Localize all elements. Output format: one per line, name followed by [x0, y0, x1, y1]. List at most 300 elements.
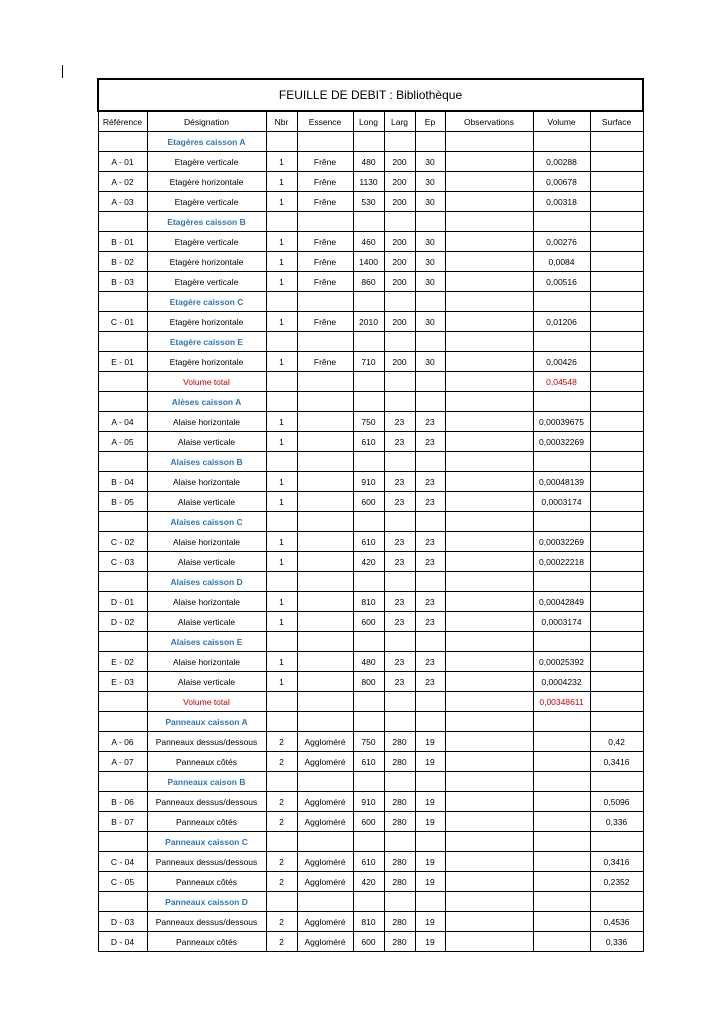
empty-cell — [445, 892, 533, 912]
cell-reference: E - 02 — [98, 652, 147, 672]
section-row — [98, 212, 643, 232]
cell-nbr: 1 — [266, 652, 297, 672]
empty-cell — [353, 372, 384, 392]
empty-cell — [590, 332, 643, 352]
empty-cell — [445, 292, 533, 312]
cell-essence: Frêne — [297, 192, 353, 212]
cell-surface — [590, 172, 643, 192]
empty-cell — [297, 372, 353, 392]
cell-reference: B - 04 — [98, 472, 147, 492]
cell-volume: 0,0084 — [533, 252, 590, 272]
cell-long: 600 — [353, 492, 384, 512]
cell-observations — [445, 592, 533, 612]
cell-larg: 280 — [384, 912, 415, 932]
cell-designation: Etagère verticale — [147, 152, 266, 172]
cell-surface — [590, 432, 643, 452]
total-label: Volume total — [147, 372, 266, 392]
cell-essence — [297, 432, 353, 452]
cell-volume: 0,0004232 — [533, 672, 590, 692]
cell-ep: 23 — [415, 532, 445, 552]
cell-designation: Alaise verticale — [147, 552, 266, 572]
empty-cell — [384, 772, 415, 792]
cell-ep: 30 — [415, 172, 445, 192]
cell-ep: 19 — [415, 932, 445, 952]
cell-long: 610 — [353, 852, 384, 872]
cell-observations — [445, 492, 533, 512]
cell-surface: 0,2352 — [590, 872, 643, 892]
cell-long: 480 — [353, 152, 384, 172]
empty-cell — [533, 512, 590, 532]
empty-cell — [98, 452, 147, 472]
empty-cell — [415, 772, 445, 792]
empty-cell — [266, 632, 297, 652]
cell-designation: Alaise horizontale — [147, 652, 266, 672]
cell-surface — [590, 592, 643, 612]
cell-observations — [445, 172, 533, 192]
empty-cell — [353, 512, 384, 532]
cell-nbr: 1 — [266, 672, 297, 692]
empty-cell — [415, 452, 445, 472]
cell-volume — [533, 732, 590, 752]
empty-cell — [384, 212, 415, 232]
cell-essence: Frêne — [297, 312, 353, 332]
empty-cell — [353, 772, 384, 792]
cell-long: 710 — [353, 352, 384, 372]
cell-ep: 19 — [415, 732, 445, 752]
cell-nbr: 2 — [266, 792, 297, 812]
table-row — [98, 412, 643, 432]
cell-designation: Alaise verticale — [147, 672, 266, 692]
cell-ep: 23 — [415, 492, 445, 512]
cell-observations — [445, 612, 533, 632]
empty-cell — [590, 892, 643, 912]
empty-cell — [98, 132, 147, 152]
empty-cell — [533, 292, 590, 312]
empty-cell — [533, 332, 590, 352]
cell-surface: 0,336 — [590, 932, 643, 952]
section-row — [98, 892, 643, 912]
empty-cell — [533, 572, 590, 592]
header-ep: Ep — [415, 111, 445, 132]
cell-larg: 280 — [384, 752, 415, 772]
cell-nbr: 1 — [266, 472, 297, 492]
empty-cell — [98, 572, 147, 592]
section-row — [98, 632, 643, 652]
empty-cell — [384, 372, 415, 392]
cell-ep: 23 — [415, 472, 445, 492]
empty-cell — [415, 712, 445, 732]
cell-essence — [297, 532, 353, 552]
cell-observations — [445, 432, 533, 452]
header-reference: Référence — [98, 111, 147, 132]
section-row — [98, 392, 643, 412]
cell-nbr: 1 — [266, 432, 297, 452]
cell-nbr: 1 — [266, 252, 297, 272]
cell-long: 2010 — [353, 312, 384, 332]
cell-nbr: 1 — [266, 492, 297, 512]
section-label: Etagère caisson E — [147, 332, 266, 352]
section-label: Panneaux caisson A — [147, 712, 266, 732]
empty-cell — [353, 892, 384, 912]
empty-cell — [297, 772, 353, 792]
cell-nbr: 2 — [266, 932, 297, 952]
table-row — [98, 532, 643, 552]
section-label: Panneaux caisson C — [147, 832, 266, 852]
empty-cell — [98, 372, 147, 392]
cell-reference: D - 02 — [98, 612, 147, 632]
cell-long: 910 — [353, 472, 384, 492]
cell-larg: 200 — [384, 172, 415, 192]
empty-cell — [445, 712, 533, 732]
empty-cell — [384, 452, 415, 472]
section-row — [98, 772, 643, 792]
cell-essence — [297, 472, 353, 492]
cell-observations — [445, 312, 533, 332]
header-observations: Observations — [445, 111, 533, 132]
cell-nbr: 2 — [266, 912, 297, 932]
cell-volume: 0,00678 — [533, 172, 590, 192]
cell-volume: 0,00025392 — [533, 652, 590, 672]
cell-ep: 23 — [415, 432, 445, 452]
cell-observations — [445, 872, 533, 892]
cell-designation: Alaise verticale — [147, 432, 266, 452]
cell-observations — [445, 812, 533, 832]
cell-ep: 30 — [415, 152, 445, 172]
empty-cell — [590, 632, 643, 652]
cell-ep: 30 — [415, 232, 445, 252]
cell-larg: 200 — [384, 232, 415, 252]
empty-cell — [384, 572, 415, 592]
empty-cell — [415, 392, 445, 412]
section-label: Alaises caisson C — [147, 512, 266, 532]
empty-cell — [266, 712, 297, 732]
cell-larg: 280 — [384, 932, 415, 952]
cell-designation: Alaise verticale — [147, 492, 266, 512]
cell-long: 460 — [353, 232, 384, 252]
empty-cell — [297, 332, 353, 352]
empty-cell — [98, 632, 147, 652]
empty-cell — [533, 632, 590, 652]
cell-larg: 23 — [384, 472, 415, 492]
cell-observations — [445, 652, 533, 672]
cell-larg: 200 — [384, 352, 415, 372]
cell-surface: 0,3416 — [590, 752, 643, 772]
total-row — [98, 692, 643, 712]
cell-ep: 30 — [415, 352, 445, 372]
cell-reference: D - 01 — [98, 592, 147, 612]
cell-designation: Panneaux dessus/dessous — [147, 732, 266, 752]
empty-cell — [297, 392, 353, 412]
cell-designation: Panneaux dessus/dessous — [147, 792, 266, 812]
section-label: Panneaux caison B — [147, 772, 266, 792]
cell-surface: 0,336 — [590, 812, 643, 832]
empty-cell — [297, 212, 353, 232]
empty-cell — [266, 392, 297, 412]
cell-nbr: 1 — [266, 352, 297, 372]
cell-essence — [297, 612, 353, 632]
cell-long: 860 — [353, 272, 384, 292]
empty-cell — [266, 832, 297, 852]
empty-cell — [415, 632, 445, 652]
cell-larg: 200 — [384, 192, 415, 212]
table-row — [98, 672, 643, 692]
cell-larg: 200 — [384, 252, 415, 272]
cell-reference: A - 03 — [98, 192, 147, 212]
cell-nbr: 1 — [266, 592, 297, 612]
total-row — [98, 372, 643, 392]
cell-volume: 0,00276 — [533, 232, 590, 252]
header-nbr: Nbr — [266, 111, 297, 132]
empty-cell — [98, 832, 147, 852]
empty-cell — [590, 392, 643, 412]
empty-cell — [384, 892, 415, 912]
cell-larg: 23 — [384, 492, 415, 512]
cell-essence — [297, 492, 353, 512]
empty-cell — [266, 892, 297, 912]
empty-cell — [533, 452, 590, 472]
section-label: Etagère caisson C — [147, 292, 266, 312]
cell-long: 1400 — [353, 252, 384, 272]
cell-reference: A - 06 — [98, 732, 147, 752]
empty-cell — [445, 452, 533, 472]
cell-larg: 200 — [384, 272, 415, 292]
empty-cell — [445, 372, 533, 392]
empty-cell — [590, 572, 643, 592]
cell-larg: 200 — [384, 152, 415, 172]
section-row — [98, 332, 643, 352]
cell-ep: 19 — [415, 852, 445, 872]
cell-essence: Frêne — [297, 252, 353, 272]
cell-volume: 0,00042849 — [533, 592, 590, 612]
empty-cell — [384, 132, 415, 152]
cell-essence: Frêne — [297, 272, 353, 292]
empty-cell — [533, 212, 590, 232]
empty-cell — [590, 712, 643, 732]
empty-cell — [384, 292, 415, 312]
empty-cell — [445, 632, 533, 652]
cell-volume: 0,00032269 — [533, 532, 590, 552]
cell-volume: 0,00318 — [533, 192, 590, 212]
cell-nbr: 1 — [266, 272, 297, 292]
cell-ep: 19 — [415, 912, 445, 932]
empty-cell — [353, 692, 384, 712]
empty-cell — [445, 332, 533, 352]
empty-cell — [98, 512, 147, 532]
cell-essence: Aggloméré — [297, 732, 353, 752]
header-long: Long — [353, 111, 384, 132]
cell-designation: Panneaux côtés — [147, 932, 266, 952]
cell-reference: A - 07 — [98, 752, 147, 772]
cell-nbr: 1 — [266, 312, 297, 332]
empty-cell — [353, 332, 384, 352]
cell-volume: 0,00032269 — [533, 432, 590, 452]
cell-long: 610 — [353, 432, 384, 452]
empty-cell — [445, 392, 533, 412]
table-row — [98, 432, 643, 452]
empty-cell — [384, 692, 415, 712]
cell-essence — [297, 592, 353, 612]
cell-surface — [590, 472, 643, 492]
cell-surface — [590, 312, 643, 332]
total-volume: 0,00348611 — [533, 692, 590, 712]
cell-observations — [445, 152, 533, 172]
cell-larg: 280 — [384, 812, 415, 832]
cell-observations — [445, 412, 533, 432]
cell-volume: 0,01206 — [533, 312, 590, 332]
cell-observations — [445, 472, 533, 492]
cell-essence: Frêne — [297, 152, 353, 172]
cell-nbr: 2 — [266, 852, 297, 872]
cell-surface — [590, 412, 643, 432]
empty-cell — [98, 332, 147, 352]
cell-nbr: 1 — [266, 232, 297, 252]
cell-nbr: 1 — [266, 152, 297, 172]
cell-ep: 23 — [415, 592, 445, 612]
cell-observations — [445, 352, 533, 372]
cell-nbr: 1 — [266, 612, 297, 632]
cell-essence — [297, 652, 353, 672]
cell-larg: 280 — [384, 732, 415, 752]
cell-larg: 23 — [384, 612, 415, 632]
cell-ep: 23 — [415, 412, 445, 432]
empty-cell — [297, 632, 353, 652]
section-label: Alaises caisson B — [147, 452, 266, 472]
cell-reference: A - 05 — [98, 432, 147, 452]
cell-larg: 23 — [384, 412, 415, 432]
cell-long: 600 — [353, 932, 384, 952]
section-label: Etagères caisson A — [147, 132, 266, 152]
empty-cell — [384, 632, 415, 652]
cell-volume — [533, 812, 590, 832]
empty-cell — [415, 372, 445, 392]
table-row — [98, 592, 643, 612]
empty-cell — [590, 372, 643, 392]
table-row — [98, 552, 643, 572]
empty-cell — [297, 292, 353, 312]
cell-designation: Etagère verticale — [147, 192, 266, 212]
section-row — [98, 832, 643, 852]
cell-essence: Aggloméré — [297, 872, 353, 892]
table-row — [98, 312, 643, 332]
empty-cell — [533, 712, 590, 732]
cell-long: 1130 — [353, 172, 384, 192]
cell-surface: 0,42 — [590, 732, 643, 752]
cell-observations — [445, 272, 533, 292]
cell-observations — [445, 532, 533, 552]
section-label: Etagères caisson B — [147, 212, 266, 232]
cell-surface — [590, 552, 643, 572]
cell-volume — [533, 912, 590, 932]
cell-surface: 0,4536 — [590, 912, 643, 932]
header-surface: Surface — [590, 111, 643, 132]
cell-larg: 280 — [384, 852, 415, 872]
empty-cell — [590, 212, 643, 232]
cell-observations — [445, 912, 533, 932]
empty-cell — [266, 572, 297, 592]
header-larg: Larg — [384, 111, 415, 132]
section-row — [98, 292, 643, 312]
empty-cell — [415, 212, 445, 232]
cell-surface — [590, 612, 643, 632]
cell-essence — [297, 672, 353, 692]
table-row — [98, 272, 643, 292]
empty-cell — [266, 332, 297, 352]
cell-designation: Etagère verticale — [147, 232, 266, 252]
table-row — [98, 652, 643, 672]
cell-designation: Etagère verticale — [147, 272, 266, 292]
empty-cell — [415, 332, 445, 352]
empty-cell — [445, 692, 533, 712]
cell-surface — [590, 232, 643, 252]
table-row — [98, 172, 643, 192]
empty-cell — [266, 692, 297, 712]
table-row — [98, 852, 643, 872]
cell-volume: 0,00426 — [533, 352, 590, 372]
cell-designation: Panneaux côtés — [147, 752, 266, 772]
cell-designation: Panneaux côtés — [147, 812, 266, 832]
empty-cell — [297, 832, 353, 852]
cell-reference: E - 03 — [98, 672, 147, 692]
cell-larg: 23 — [384, 672, 415, 692]
empty-cell — [98, 692, 147, 712]
empty-cell — [297, 512, 353, 532]
cell-nbr: 1 — [266, 192, 297, 212]
cell-larg: 23 — [384, 652, 415, 672]
cell-observations — [445, 232, 533, 252]
empty-cell — [415, 512, 445, 532]
cell-essence: Aggloméré — [297, 912, 353, 932]
empty-cell — [353, 392, 384, 412]
empty-cell — [590, 292, 643, 312]
cell-long: 600 — [353, 612, 384, 632]
empty-cell — [590, 512, 643, 532]
table-row — [98, 812, 643, 832]
cell-long: 910 — [353, 792, 384, 812]
table-row — [98, 492, 643, 512]
section-row — [98, 572, 643, 592]
empty-cell — [297, 892, 353, 912]
cell-observations — [445, 192, 533, 212]
cell-volume — [533, 852, 590, 872]
cell-volume: 0,00039675 — [533, 412, 590, 432]
cell-ep: 23 — [415, 652, 445, 672]
cell-designation: Panneaux dessus/dessous — [147, 852, 266, 872]
cell-volume: 0,00022218 — [533, 552, 590, 572]
empty-cell — [353, 572, 384, 592]
cell-reference: A - 02 — [98, 172, 147, 192]
table-row — [98, 472, 643, 492]
empty-cell — [353, 132, 384, 152]
cell-larg: 23 — [384, 532, 415, 552]
cell-essence — [297, 552, 353, 572]
empty-cell — [590, 692, 643, 712]
cell-designation: Etagère horizontale — [147, 352, 266, 372]
section-row — [98, 712, 643, 732]
empty-cell — [98, 772, 147, 792]
cell-reference: B - 07 — [98, 812, 147, 832]
cell-volume: 0,0003174 — [533, 612, 590, 632]
table-row — [98, 872, 643, 892]
cell-ep: 23 — [415, 672, 445, 692]
cell-long: 610 — [353, 752, 384, 772]
empty-cell — [384, 712, 415, 732]
empty-cell — [266, 212, 297, 232]
cell-reference: C - 02 — [98, 532, 147, 552]
empty-cell — [533, 772, 590, 792]
cell-observations — [445, 792, 533, 812]
section-label: Alaises caisson E — [147, 632, 266, 652]
cell-reference: B - 02 — [98, 252, 147, 272]
